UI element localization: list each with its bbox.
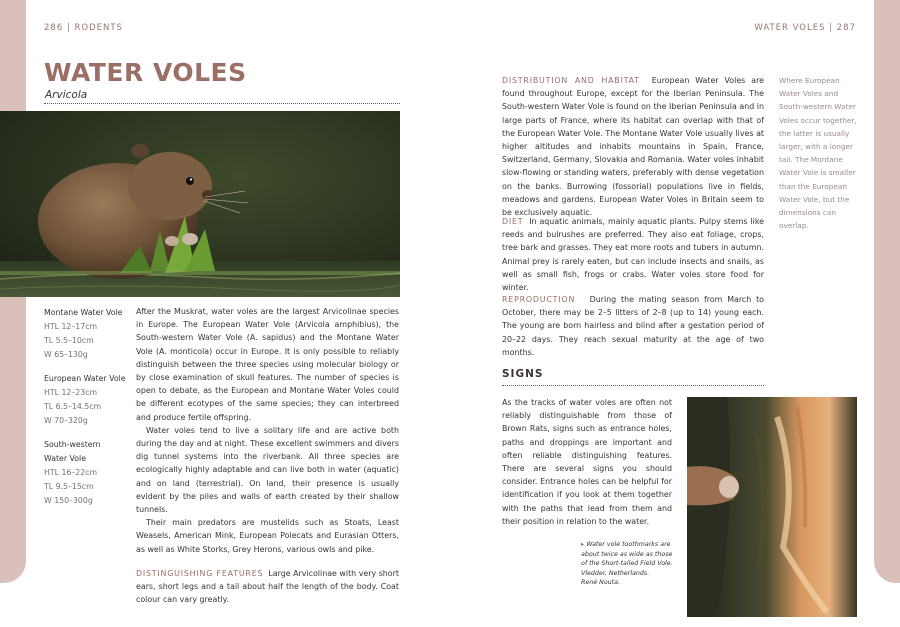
caption-marker-icon: ▸ xyxy=(581,541,585,548)
signs-divider xyxy=(502,385,764,386)
page-title: WATER VOLES xyxy=(44,58,247,87)
caption-line: ▸ Water vole toothmarks are xyxy=(581,541,671,548)
signs-heading: SIGNS xyxy=(502,368,544,380)
stats-line: TL 6.5–14.5cm xyxy=(44,402,102,411)
margin-note: Where European Water Voles and South-western Water Voles occur together, the latter is usually larger, with a longer tail. The Montane Water Vole is smaller than the European Water Vole, but the dimensions can overlap. xyxy=(779,76,857,231)
diet-section xyxy=(502,215,764,294)
stats-line: W 70–320g xyxy=(44,416,88,425)
stats-line: W 65–130g xyxy=(44,350,88,359)
section-text: In aquatic animals, mainly aquatic plants. Pulpy stems like reeds and bulrushes are preferred. They also eat foliage, crops, tree bark and grasses. They eat more roots and tubers in autumn. Animal prey is rarely eaten, but can include insects and snails, as well as small fish, frogs or crabs. Water voles store food for winter. xyxy=(502,217,764,293)
section-heading: REPRODUCTION xyxy=(502,295,576,304)
left-folio: 286 | RODENTS xyxy=(44,23,123,33)
stats-species-name: Montane Water Vole xyxy=(44,308,123,317)
section-text: Large Arvicolinae with very short ears, short legs and a tail about half the length of the body. Coat colour can vary greatly. xyxy=(136,568,399,605)
stats-species-name: European Water Vole xyxy=(44,374,126,383)
section-heading: DISTINGUISHING FEATURES xyxy=(136,568,264,578)
caption-line: René Nouta. xyxy=(581,579,620,587)
stats-south-western xyxy=(44,438,128,508)
body-paragraph: Their main predators are mustelids such as Stoats, Least Weasels, American Mink, European Polecats and Eurasian Otters, as well as White Storks, Grey Herons, various owls and pike. xyxy=(136,518,399,554)
stats-line: HTL 12–23cm xyxy=(44,388,98,397)
signs-body-text xyxy=(502,396,672,528)
main-body-text xyxy=(136,305,399,606)
signs-paragraph: As the tracks of water voles are often not reliably distinguishable from those of Brown Rats, signs such as entrance holes, paths and droppings are important and often reliable distinguishing features. There are several signs you should consider. Entrance holes can be helpful for identification if you look at them together with the paths that lead from them and their position in relation to the water. xyxy=(502,398,672,526)
caption-line: about twice as wide as those xyxy=(581,550,673,558)
stats-line: HTL 12–17cm xyxy=(44,322,98,331)
distribution-section xyxy=(502,74,764,219)
stats-line: W 150–300g xyxy=(44,496,93,505)
stats-european xyxy=(44,372,128,428)
reproduction-section xyxy=(502,293,764,359)
stats-line: HTL 16–22cm xyxy=(44,468,98,477)
caption-line: Vledder, Netherlands. xyxy=(581,569,650,577)
body-paragraph: Water voles tend to live a solitary life and are active both during the day and at night. These excellent swimmers and divers dig tunnel systems into the riverbank. All three species are ecologically highly adaptable and can live both in water (aquatic) and on land (terrestrial). On land, their presence is usually evident by the piles and walls of earth created by their shallow tunnels. xyxy=(136,425,399,515)
toothmarks-photo xyxy=(687,397,857,617)
right-page-tab xyxy=(874,0,900,583)
distinguishing-features xyxy=(136,567,399,607)
title-divider xyxy=(44,103,400,104)
stats-montane xyxy=(44,306,128,362)
water-vole-photo xyxy=(0,111,400,297)
genus-subtitle: Arvicola xyxy=(45,89,88,101)
caption-line: of the Short-tailed Field Vole. xyxy=(581,560,673,568)
right-folio: WATER VOLES | 287 xyxy=(754,23,856,33)
stats-line: TL 5.5–10cm xyxy=(44,336,94,345)
section-text: During the mating season from March to October, there may be 2–5 litters of 2–8 (up to 14) young each. The young are born hairless and blind after a gestation period of 20–22 days. They reach sexual maturity at the age of two months. xyxy=(502,295,765,357)
section-heading: DISTRIBUTION AND HABITAT xyxy=(502,76,640,85)
body-paragraph: After the Muskrat, water voles are the largest Arvicolinae species in Europe. The European Water Vole (Arvicola amphibius), the South-western Water Vole (A. sapidus) and the Montane Water Vole (A. monticola) occur in Europe. It is only possible to reliably distinguish between the three species using molecular biology or by close examination of skull features. The number of species is open to debate, as the European and Montane Water Voles could be different ecotypes of the same species; they can interbreed and produce fertile offspring. xyxy=(136,307,399,422)
photo-caption xyxy=(581,540,677,588)
species-measurements xyxy=(44,306,128,518)
stats-species-name: Water Vole xyxy=(44,454,86,463)
stats-line: TL 9.5–15cm xyxy=(44,482,94,491)
section-heading: DIET xyxy=(502,217,524,226)
stats-species-name: South-western xyxy=(44,440,101,449)
section-text: European Water Voles are found throughout Europe, except for the Iberian Peninsula. The South-western Water Vole is found on the Iberian Peninsula and in large parts of France, where its habitat can overlap with that of the European Water Vole. The Montane Water Vole usually lives at higher altitudes and inhabits mountains in Spain, France, Switzerland, Germany, Slovakia and Romania. Water voles inhabit slow-flowing or standing waters, preferably with dense vegetation on the banks. Burrowing (fossorial) populations live in fields, meadows and gardens. European Water Voles in Britain seem to be exclusively aquatic. xyxy=(502,76,764,218)
